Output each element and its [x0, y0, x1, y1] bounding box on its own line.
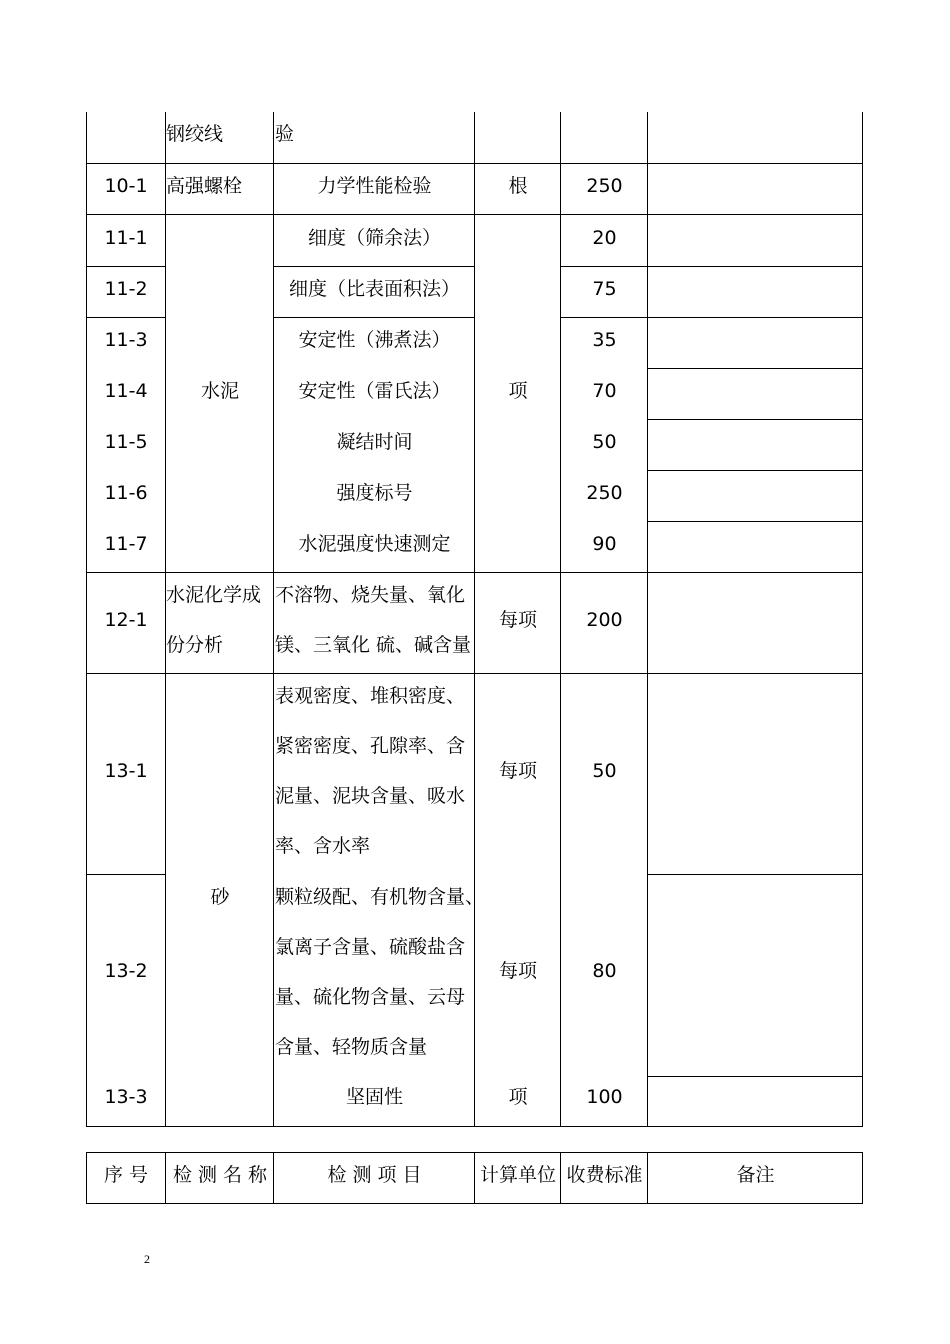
- cell-item: 细度（筛余法）: [307, 227, 441, 249]
- cell-name-merged: 砂: [210, 886, 230, 908]
- cell-item-line: 率、含水率: [275, 835, 371, 857]
- cell-item-line: 镁、三氧化 硫、碱含量: [275, 634, 472, 656]
- cell-item: 细度（比表面积法）: [288, 278, 460, 300]
- column-header-seq: 序 号: [103, 1164, 149, 1186]
- cell-seq: 13-3: [104, 1086, 148, 1108]
- cell-fee: 90: [592, 533, 617, 555]
- cell-fee: 70: [592, 380, 617, 402]
- cell-seq: 11-4: [104, 380, 148, 402]
- cell-item: 力学性能检验: [317, 175, 432, 197]
- cell-name-continued: 钢绞线: [166, 123, 224, 145]
- cell-fee: 50: [592, 431, 617, 453]
- cell-item: 凝结时间: [336, 431, 413, 453]
- cell-seq: 12-1: [104, 609, 148, 631]
- cell-item: 安定性（沸煮法）: [298, 329, 451, 351]
- cell-item-continued: 验: [275, 123, 295, 145]
- column-header-remark: 备注: [736, 1164, 775, 1186]
- cell-seq: 11-2: [104, 278, 148, 300]
- cell-item: 水泥强度快速测定: [298, 533, 451, 555]
- cell-fee: 20: [592, 227, 617, 249]
- cell-seq: 10-1: [104, 175, 148, 197]
- cell-unit: 每项: [498, 609, 537, 631]
- cell-name-line: 份分析: [166, 634, 224, 656]
- cell-seq: 11-1: [104, 227, 148, 249]
- cell-fee: 250: [586, 175, 623, 197]
- cell-item-line: 紧密密度、孔隙率、含: [275, 735, 466, 757]
- cell-item-line: 含量、轻物质含量: [275, 1036, 428, 1058]
- cell-item: 安定性（雷氏法）: [298, 380, 451, 402]
- cell-seq: 11-5: [104, 431, 148, 453]
- cell-unit: 每项: [498, 960, 537, 982]
- column-header-item: 检 测 项 目: [327, 1164, 422, 1186]
- cell-fee: 35: [592, 329, 617, 351]
- cell-fee: 50: [592, 760, 617, 782]
- cell-unit: 每项: [498, 760, 537, 782]
- cell-seq: 11-6: [104, 482, 148, 504]
- column-header-unit: 计算单位: [479, 1164, 556, 1186]
- cell-fee: 250: [586, 482, 623, 504]
- cell-item-line: 颗粒级配、有机物含量、: [275, 886, 485, 908]
- cell-name-merged: 水泥: [200, 380, 239, 402]
- cell-unit: 项: [508, 1086, 528, 1108]
- cell-item-line: 不溶物、烧失量、氧化: [275, 584, 466, 606]
- column-header-name: 检 测 名 称: [172, 1164, 268, 1186]
- cell-fee: 100: [586, 1086, 623, 1108]
- cell-item-line: 量、硫化物含量、云母: [275, 986, 466, 1008]
- cell-item-line: 氯离子含量、硫酸盐含: [275, 936, 466, 958]
- cell-seq: 13-1: [104, 760, 148, 782]
- cell-name-line: 水泥化学成: [166, 584, 262, 606]
- cell-seq: 13-2: [104, 960, 148, 982]
- cell-name: 高强螺栓: [166, 175, 243, 197]
- page-number: 2: [144, 1252, 150, 1266]
- cell-seq: 11-3: [104, 329, 148, 351]
- cell-seq: 11-7: [104, 533, 148, 555]
- cell-fee: 80: [592, 960, 617, 982]
- cell-item: 坚固性: [345, 1086, 403, 1108]
- cell-item-line: 泥量、泥块含量、吸水: [275, 785, 466, 807]
- cell-fee: 75: [592, 278, 617, 300]
- cell-item: 强度标号: [336, 482, 413, 504]
- cell-unit-merged: 项: [508, 380, 528, 402]
- cell-item-line: 表观密度、堆积密度、: [275, 685, 466, 707]
- cell-fee: 200: [586, 609, 623, 631]
- column-header-fee: 收费标准: [566, 1164, 643, 1186]
- cell-unit: 根: [508, 175, 528, 197]
